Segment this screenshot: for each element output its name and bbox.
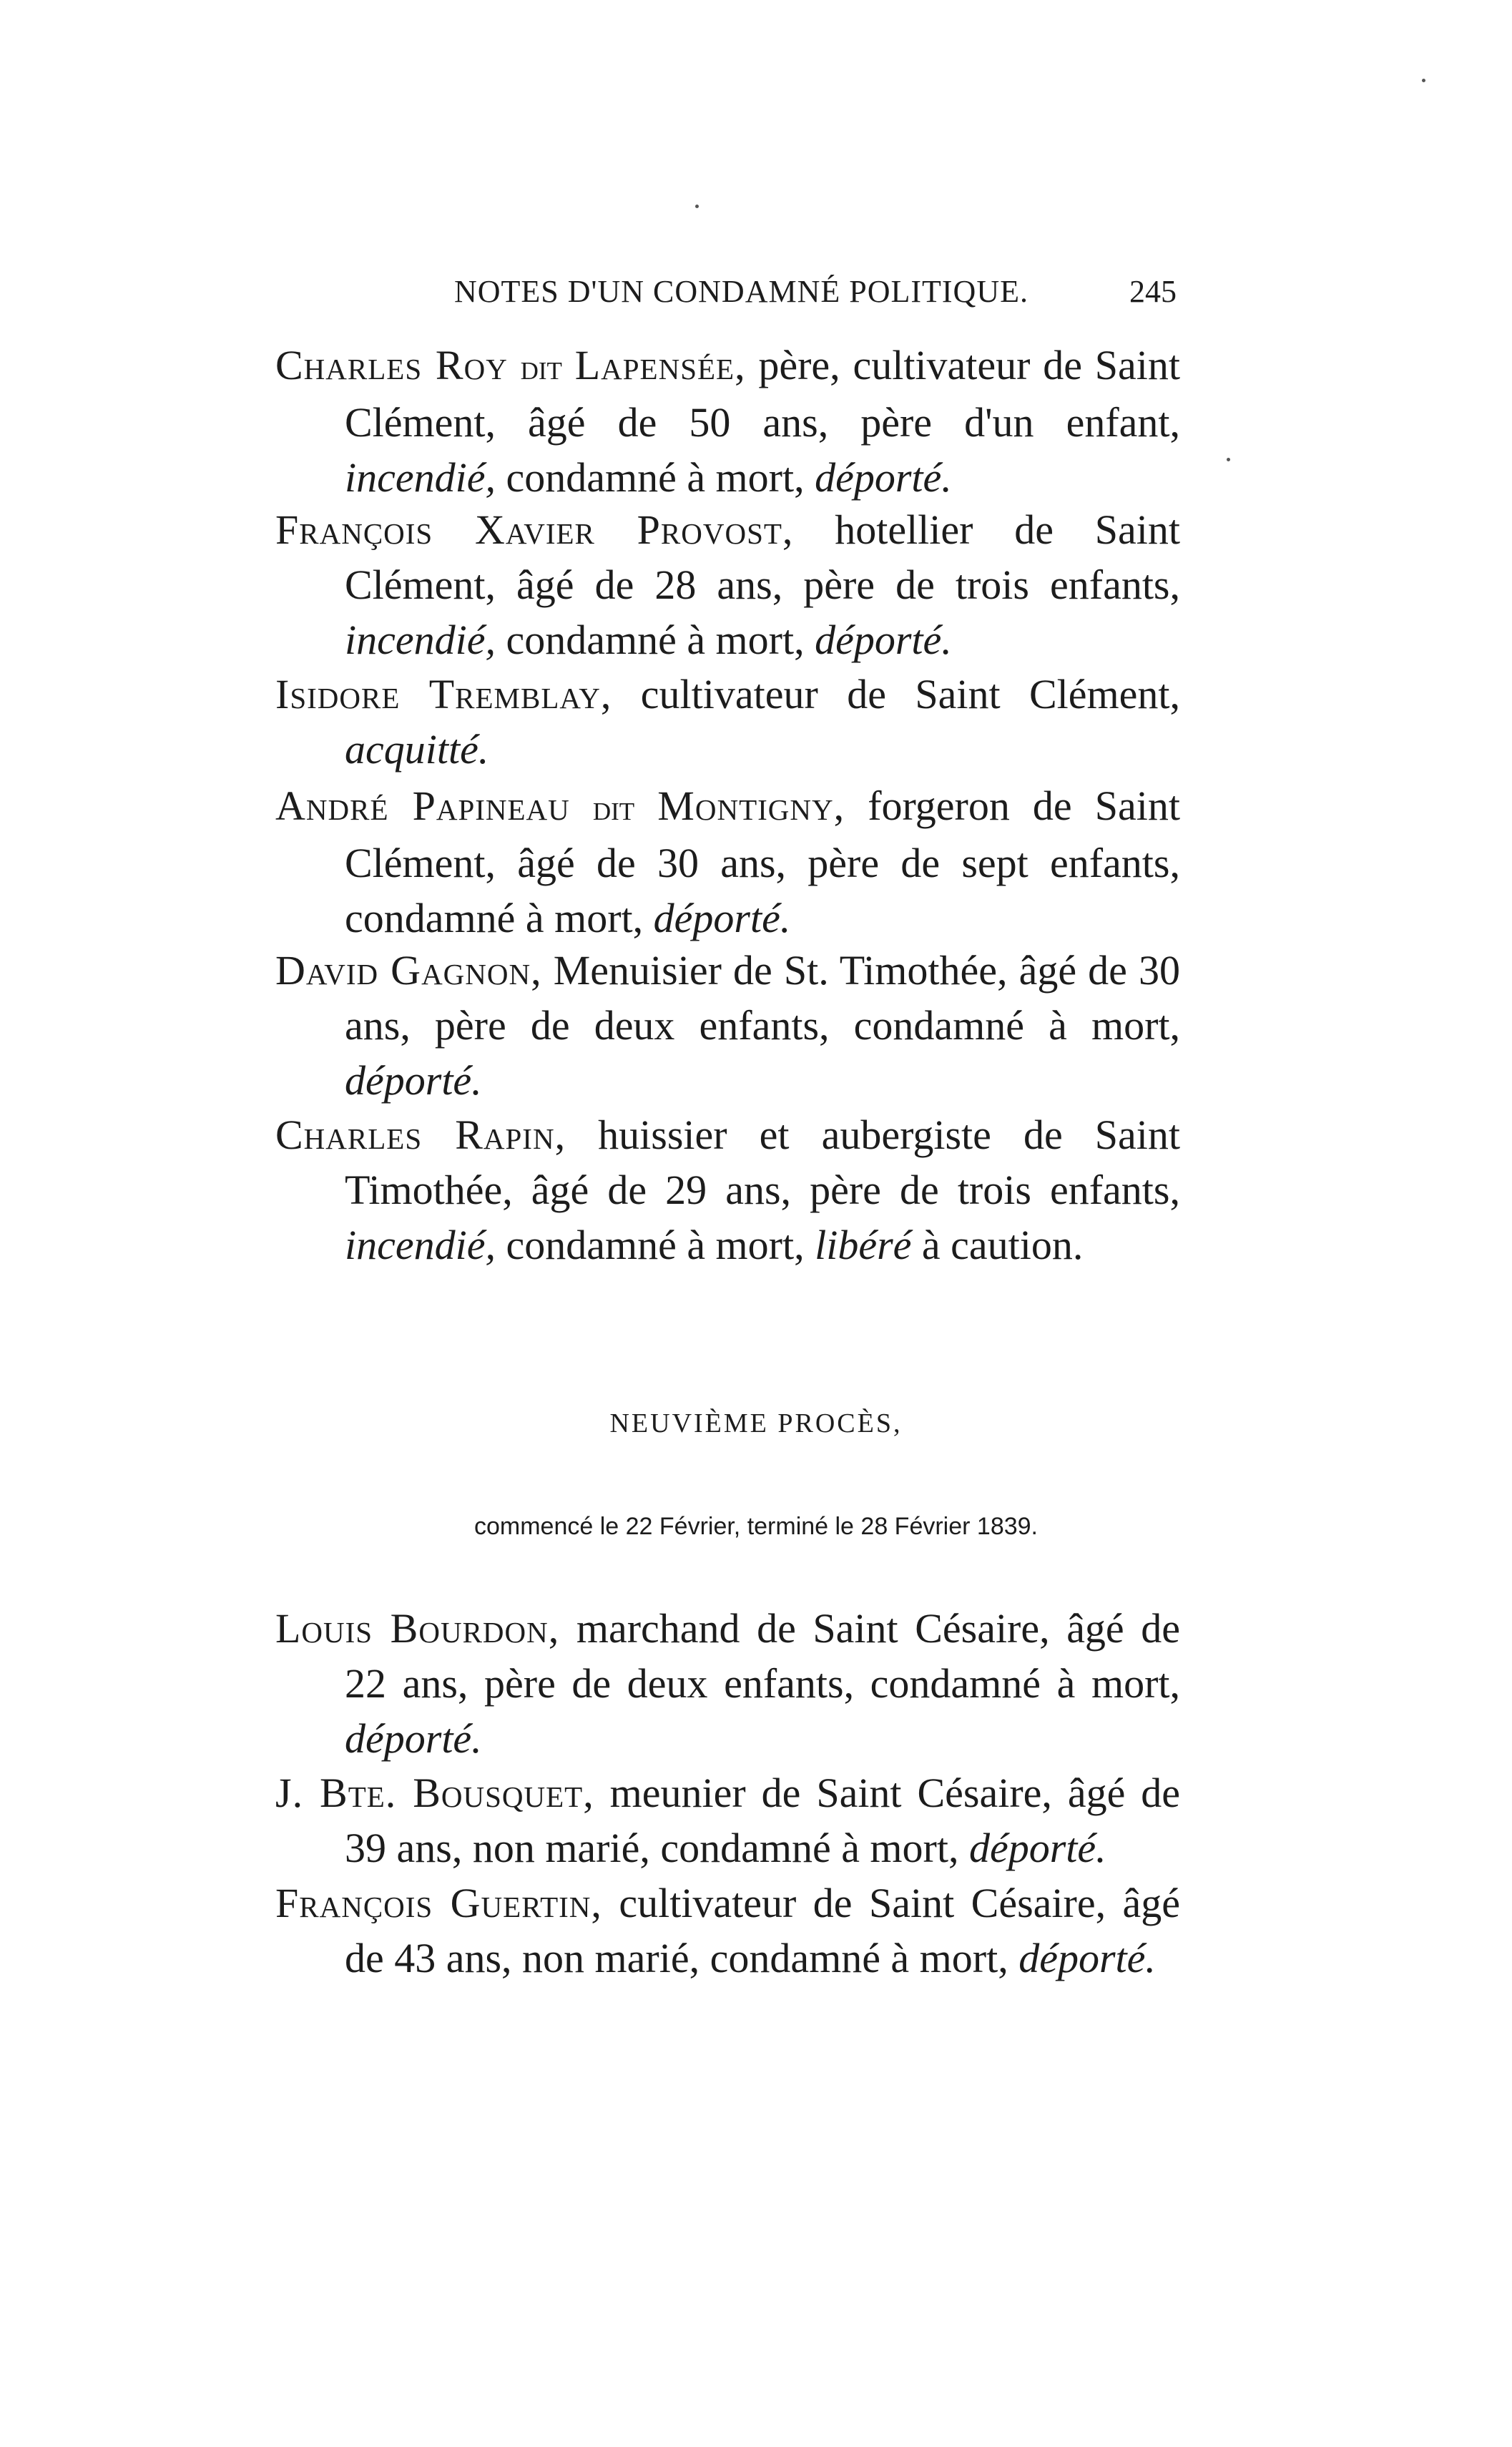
person-name: Isidore Tremblay, <box>275 671 612 717</box>
person-name: Charles Roy <box>275 342 508 388</box>
entry-text: condamné à mort, <box>495 1222 815 1268</box>
list-item <box>275 778 1180 946</box>
person-name: Louis Bourdon, <box>275 1605 560 1652</box>
entry-sentence: déporté. <box>815 617 952 663</box>
running-title: NOTES D'UN CONDAMNÉ POLITIQUE. <box>454 274 1029 309</box>
person-name: François Xavier Provost, <box>275 506 794 553</box>
list-item <box>275 1601 1180 1766</box>
entry-status: incendié, <box>345 1222 496 1268</box>
person-name: André Papineau <box>275 783 570 829</box>
entry-status: incendié, <box>345 617 496 663</box>
entry-sentence: libéré <box>815 1222 912 1268</box>
speck-mark <box>1227 458 1230 461</box>
list-item <box>275 338 1180 505</box>
entry-text: meunier de Saint Césaire, âgé de 39 ans, non marié, condamné à mort, <box>345 1770 1180 1871</box>
person-name: Charles Rapin, <box>275 1112 566 1158</box>
entry-text: à caution. <box>911 1222 1084 1268</box>
entry-text: huissier et aubergiste de Saint Timothée, âgé de 29 ans, père de trois enfants, <box>345 1112 1180 1213</box>
list-item <box>275 1107 1180 1272</box>
entry-sentence: déporté. <box>345 1057 482 1104</box>
speck-mark <box>695 205 699 208</box>
person-name: François Guertin, <box>275 1880 602 1926</box>
person-alias: Lapensée, <box>574 342 746 388</box>
entry-status: incendié, <box>345 454 496 501</box>
person-name: David Gagnon, <box>275 947 542 994</box>
entry-text: père, cultivateur de Saint Clément, âgé de 50 ans, père d'un enfant, <box>345 342 1180 446</box>
entry-text: condamné à mort, <box>495 617 815 663</box>
speck-mark <box>1422 79 1425 82</box>
list-item <box>275 667 1180 777</box>
section-dates: commencé le 22 Février, terminé le 28 Février 1839. <box>473 1513 1038 1540</box>
entry-text: Menuisier de St. Timothée, âgé de 30 ans, père de deux enfants, condamné à mort, <box>345 947 1181 1049</box>
entry-text: hotellier de Saint Clément, âgé de 28 ans, père de trois enfants, <box>345 506 1181 608</box>
page-number: 245 <box>1129 274 1177 309</box>
entry-sentence: déporté. <box>968 1825 1106 1871</box>
list-item <box>275 1765 1180 1875</box>
list-item <box>275 943 1180 1108</box>
list-item <box>275 502 1180 667</box>
entry-sentence: déporté. <box>815 454 952 501</box>
person-name: J. Bte. Bousquet, <box>275 1770 594 1816</box>
name-connector: dit <box>520 348 562 387</box>
section-title: NEUVIÈME PROCÈS, <box>609 1408 903 1438</box>
name-connector: dit <box>592 788 635 828</box>
person-alias: Montigny, <box>657 783 845 829</box>
entry-sentence: acquitté. <box>345 726 489 773</box>
entry-text: condamné à mort, <box>495 454 815 501</box>
entry-sentence: déporté. <box>345 1715 482 1762</box>
entry-text: cultivateur de Saint Clément, <box>612 671 1180 717</box>
entry-text: forgeron de Saint Clément, âgé de 30 ans, père de sept enfants, condamné à mort, <box>345 783 1180 941</box>
list-item <box>275 1875 1180 1986</box>
entry-sentence: déporté. <box>653 895 791 941</box>
entry-text: cultivateur de Saint Césaire, âgé de 43 ans, non marié, condamné à mort, <box>345 1880 1180 1981</box>
page-header <box>275 273 1177 323</box>
entry-sentence: déporté. <box>1018 1935 1156 1981</box>
entry-text: marchand de Saint Césaire, âgé de 22 ans, père de deux enfants, condamné à mort, <box>345 1605 1180 1707</box>
